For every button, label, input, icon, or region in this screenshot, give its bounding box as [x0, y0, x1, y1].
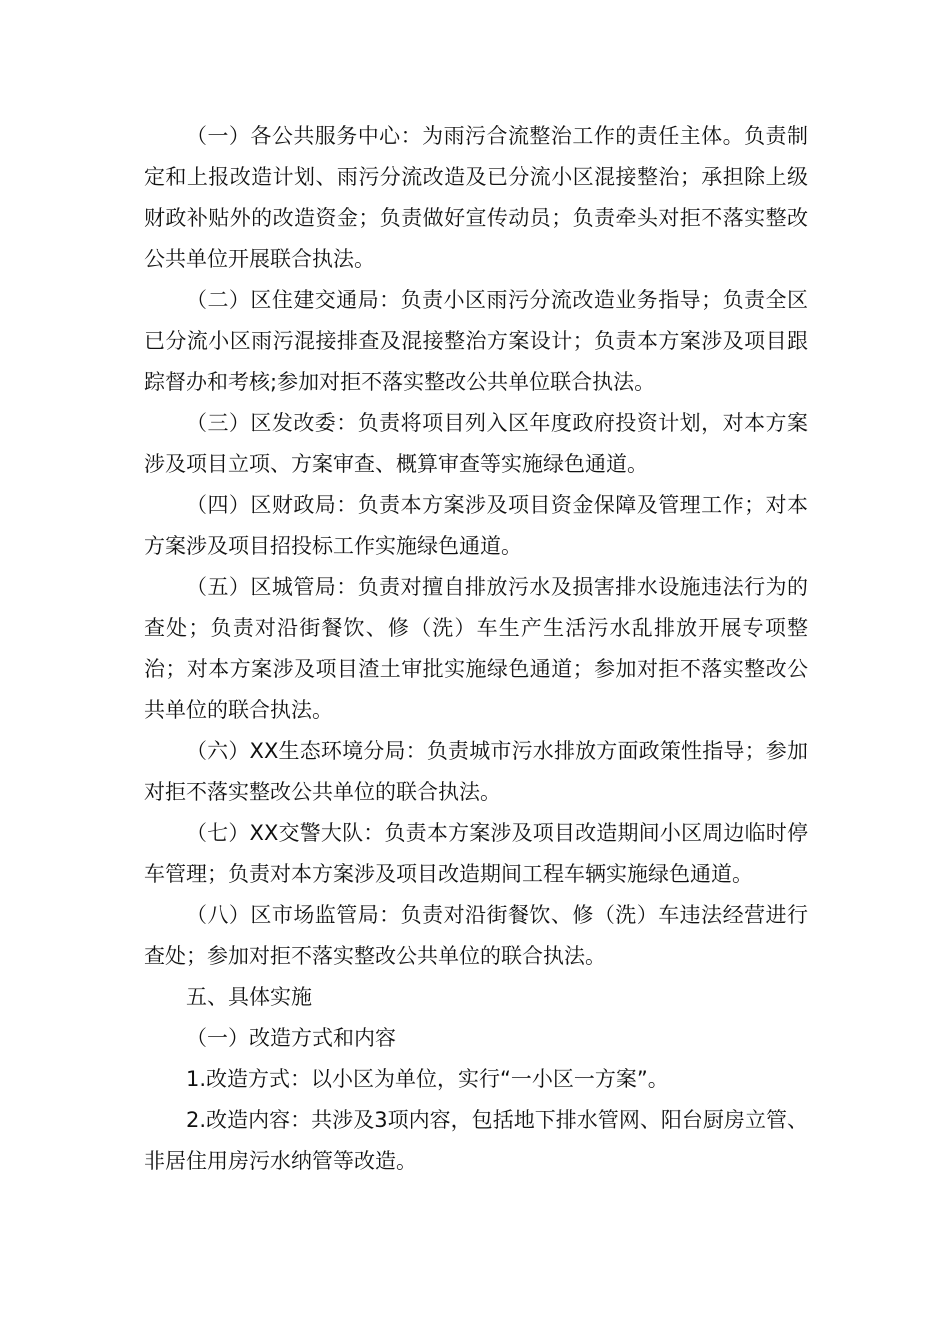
- paragraph-urban-management-bureau: （五）区城管局：负责对擅自排放污水及损害排水设施违法行为的查处；负责对沿街餐饮、修（洗）车生产生活污水乱排放开展专项整治；对本方案涉及项目渣土审批实施绿色通道；参加对拒不落实整改公共单位的联合执法。: [144, 575, 808, 722]
- paragraph-public-service-centers: （一）各公共服务中心：为雨污合流整治工作的责任主体。负责制定和上报改造计划、雨污分流改造及已分流小区混接整治；承担除上级财政补贴外的改造资金；负责做好宣传动员；负责牵头对拒不落实整改公共单位开展联合执法。: [144, 124, 808, 271]
- paragraph-development-reform-commission: （三）区发改委：负责将项目列入区年度政府投资计划，对本方案涉及项目立项、方案审查、概算审查等实施绿色通道。: [144, 411, 808, 476]
- paragraph-market-supervision-bureau: （八）区市场监管局：负责对沿街餐饮、修（洗）车违法经营进行查处；参加对拒不落实整改公共单位的联合执法。: [144, 903, 808, 968]
- item-renovation-method: 1.改造方式：以小区为单位，实行“一小区一方案”。: [186, 1067, 669, 1091]
- subsection-heading-methods-content: （一）改造方式和内容: [186, 1026, 396, 1050]
- item-renovation-content: 2.改造内容：共涉及3项内容，包括地下排水管网、阳台厨房立管、非居住用房污水纳管等改造。: [144, 1108, 808, 1173]
- section-heading-implementation: 五、具体实施: [186, 985, 312, 1009]
- document-body: [144, 116, 808, 1182]
- paragraph-finance-bureau: （四）区财政局：负责本方案涉及项目资金保障及管理工作；对本方案涉及项目招投标工作实施绿色通道。: [144, 493, 808, 558]
- paragraph-ecology-environment-branch: （六）XX生态环境分局：负责城市污水排放方面政策性指导；参加对拒不落实整改公共单位的联合执法。: [144, 739, 808, 804]
- paragraph-traffic-police-brigade: （七）XX交警大队：负责本方案涉及项目改造期间小区周边临时停车管理；负责对本方案涉及项目改造期间工程车辆实施绿色通道。: [144, 821, 808, 886]
- paragraph-housing-transport-bureau: （二）区住建交通局：负责小区雨污分流改造业务指导；负责全区已分流小区雨污混接排查及混接整治方案设计；负责本方案涉及项目跟踪督办和考核;参加对拒不落实整改公共单位联合执法。: [144, 288, 808, 394]
